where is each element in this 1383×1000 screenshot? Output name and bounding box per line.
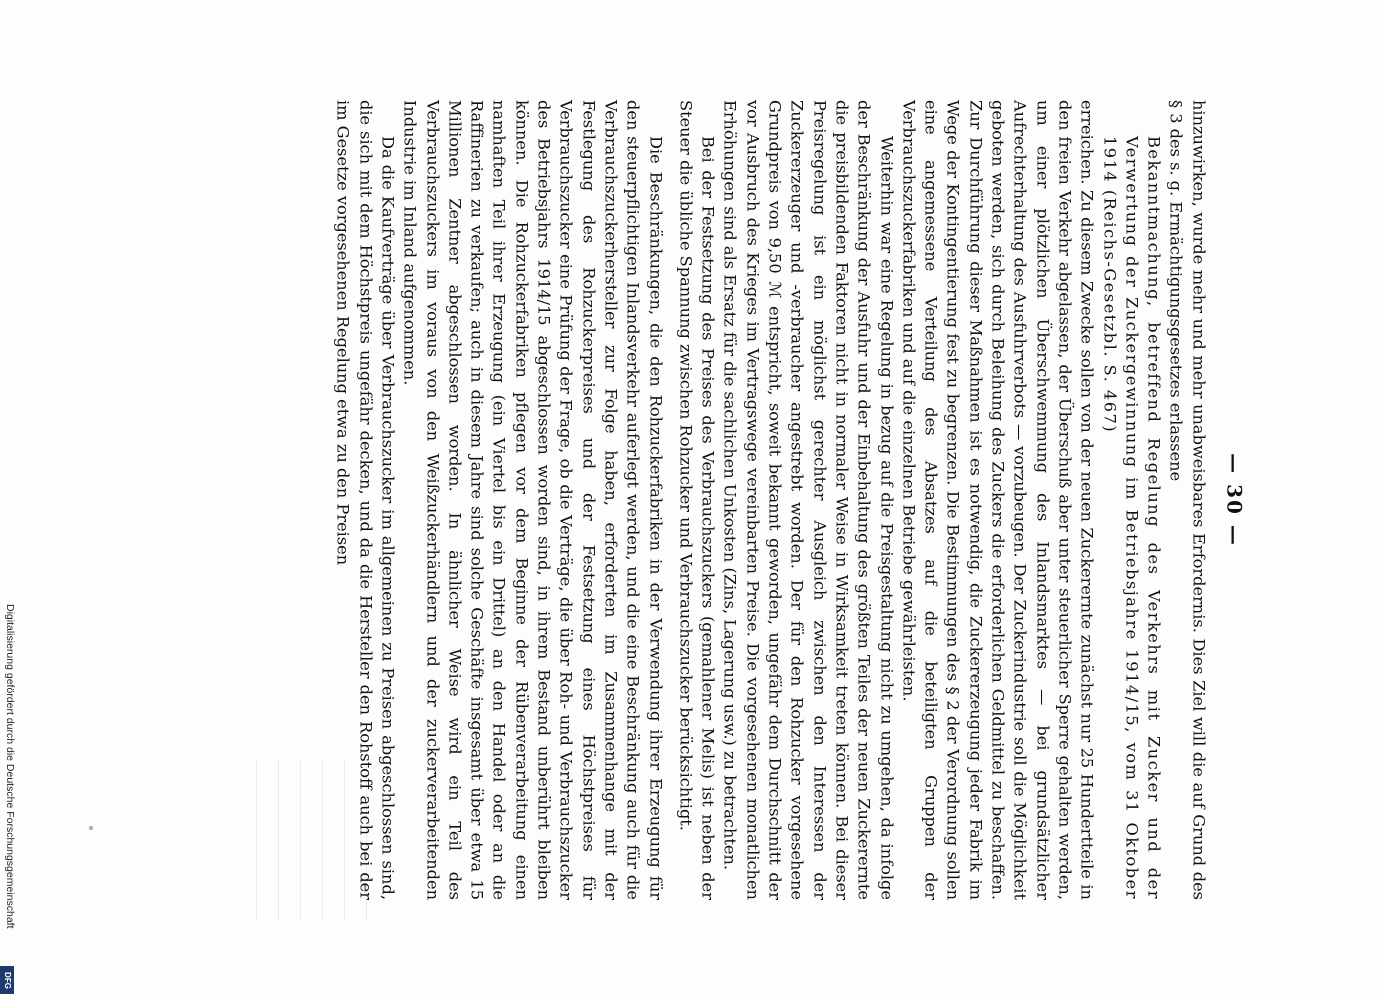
digitization-credit: Digitalisierung gefördert durch die Deutsche Forschungsgemeinschaft bbox=[4, 604, 16, 929]
notice-title: Bekanntmachung, betreffend Regelung des Verkehrs mit Zucker und der Verwertung der Zuckergewinnung im Betriebsjahre 1914/15, vom 31 Oktober 1914 (Reichs-Gesetzbl. S. 467) bbox=[1100, 136, 1164, 900]
dfg-logo-text: DFG bbox=[2, 971, 12, 989]
paragraph-contracts: Da die Kaufverträge über Verbrauchszucker im allgemeinen zu Preisen abgeschlossen sind, die sich mit dem Höchstpreis ungefähr decken, und da die Hersteller den Rohstoff auch bei der im Gesetze vorgesehenen Regelung etwa zu den Preisen bbox=[333, 100, 398, 900]
page-content bbox=[151, 100, 1246, 900]
paragraph-restrictions: Die Beschränkungen, die den Rohzuckerfabriken in der Verwendung ihrer Erzeugung für den steuerpflichtigen Inlandsverkehr auferlegt werden, und die eine Beschränkung auch für die Verbrauchszuckerhersteller zur Folge haben, erforderten im Zusammenhange mit der Festlegung des Rohzuckerpreises und der Festsetzung eines Höchstpreises für Verbrauchszucker eine Prüfung der Frage, ob die Verträge, die über Roh- und Verbrauchszucker des Betriebsjahrs 1914/15 abgeschlossen worden sind, in ihrem Bestand unberührt bleiben können. Die Rohzuckerfabriken pflegen vor dem Beginne der Rübenverarbeitung einen namhaften Teil ihrer Erzeugung (ein Viertel bis ein Drittel) an den Handel oder an die Raffinerien zu verkaufen; auch in diesem Jahre sind solche Geschäfte insgesamt über etwa 15 Millionen Zentner abgeschlossen worden. In ähnlicher Weise wird ein Teil des Verbrauchszuckers im voraus von den Weißzuckerhändlern und der zuckerverarbeitenden Industrie im Inland aufgenommen. bbox=[400, 100, 666, 900]
paragraph-purpose: erreichen. Zu diesem Zwecke sollen von der neuen Zuckerernte zunächst nur 25 Hundertteile in den freien Verkehr abgelassen, der Überschuß aber unter steuerlicher Sperre gehalten werden, um einer plötzlichen Überschwemmung des Inlandsmarktes — bei grundsätzlicher Aufrechterhaltung des Ausfuhrverbots — vorzubeugen. Der Zuckerindustrie soll die Möglichkeit geboten werden, sich durch Beleihung des Zuckers die erforderlichen Geldmittel zu beschaffen. Zur Durchführung dieser Maßnahmen ist es notwendig, die Zuckererzeugung jeder Fabrik im Wege der Kontingentierung fest zu begrenzen. Die Bestimmungen des § 2 der Verordnung sollen eine angemessene Verteilung des Absatzes auf die beteiligten Gruppen der Verbrauchszuckerfabriken und auf die einzelnen Betriebe gewährleisten. bbox=[899, 100, 1097, 900]
paragraph-consumer-sugar: Bei der Festsetzung des Preises des Verbrauchszuckers (gemahlener Melis) ist neben der Steuer die übliche Spannung zwischen Rohzucker und Verbrauchszucker berücksichtigt. bbox=[676, 100, 718, 900]
page-number: — 30 — bbox=[1222, 453, 1247, 547]
dfg-logo bbox=[0, 966, 14, 994]
paragraph-pricing: Weiterhin war eine Regelung in bezug auf die Preisgestaltung nicht zu umgehen, da infolge der Beschränkung der Ausfuhr und der Einbehaltung des größten Teiles der neuen Zuckerernte die preisbildenden Faktoren nicht in normaler Weise in Wirksamkeit treten können. Bei dieser Preisregelung ist ein möglichst gerechter Ausgleich zwischen den Interessen der Zuckererzeuger und -verbraucher angestrebt worden. Der für den Rohzucker vorgesehene Grundpreis von 9,50 ℳ entspricht, soweit bekannt geworden, ungefähr dem Durchschnitt der vor Ausbruch des Krieges im Vertragswege vereinbarten Preise. Die vorgesehenen monatlichen Erhöhungen sind als Ersatz für die sachlichen Unkosten (Zins, Lagerung usw.) zu betrachten. bbox=[720, 100, 897, 900]
paragraph-intro: hinzuwirken, wurde mehr und mehr unabweisbares Erfordernis. Dies Ziel will die auf Grund des § 3 des s. g. Ermächtigungsgesetzes erlassene bbox=[1166, 100, 1209, 900]
scan-speck bbox=[89, 826, 93, 830]
